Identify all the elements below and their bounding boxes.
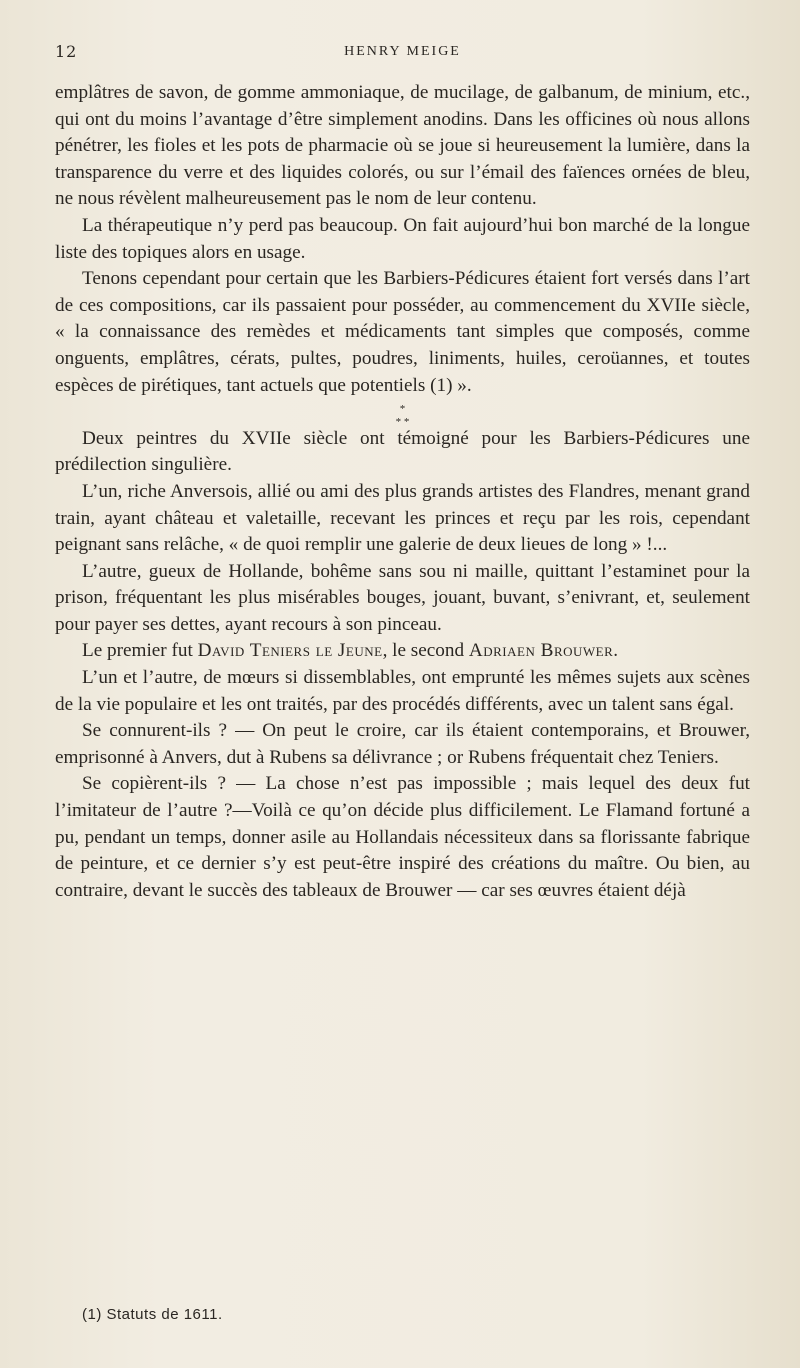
text-run: Le premier fut	[82, 640, 198, 662]
paragraph: La thérapeutique n’y perd pas beaucoup. On fait aujourd’hui bon marché de la longue liste des topiques alors en usage.	[55, 214, 750, 263]
paragraph-premier	[55, 638, 750, 665]
paragraph: L’un, riche Anversois, allié ou ami des plus grands artistes des Flandres, menant grand train, ayant château et valetaille, recevant les princes et reçu par les rois, cependant peignant sans relâche, « de quoi remplir une galerie de deux lieues de long » !...	[55, 480, 750, 556]
paragraph: Deux peintres du XVIIe siècle ont témoigné pour les Barbiers-Pédicures une prédilection singulière.	[55, 427, 750, 476]
page-number: 12	[55, 42, 78, 61]
footnote: (1) Statuts de 1611.	[82, 1306, 223, 1323]
running-head: HENRY MEIGE	[344, 44, 461, 59]
separator-stars: * *	[395, 416, 410, 429]
paragraph: emplâtres de savon, de gomme ammoniaque, de mucilage, de galbanum, de minium, etc., qui ont du moins l’avantage d’être simplement anodins. Dans les officines où nous allons pénétrer, les fioles et les pots de pharmacie où se joue si heureusement la lumière, dans la transparence du verre et des liquides colorés, ou sur l’émail des faïences ornées de bleu, ne nous révèlent malheureusement pas le nom de leur contenu.	[55, 82, 750, 210]
paragraph: L’un et l’autre, de mœurs si dissemblables, ont emprunté les mêmes sujets aux scènes de la vie populaire et les ont traités, par des procédés différents, avec un talent sans égal.	[55, 667, 750, 715]
text-run: , le second	[382, 640, 469, 662]
name-brouwer: Adriaen Brouwer	[468, 640, 614, 662]
section-separator	[55, 399, 750, 429]
separator-star: *	[399, 403, 406, 416]
page-header	[55, 42, 750, 66]
body-text	[55, 80, 750, 904]
paragraph: Se copièrent-ils ? — La chose n’est pas impossible ; mais lequel des deux fut l’imitateur de l’autre ?—Voilà ce qu’on décide plus difficilement. Le Flamand fortuné a pu, pendant un temps, donner asile au Hollandais nécessiteux dans sa florissante fabrique de peinture, et ce dernier s’y est peut-être inspiré des créations du maître. Ou bien, au contraire, devant le succès des tableaux de Brouwer — car ses œuvres étaient déjà	[55, 773, 750, 901]
paragraph: Tenons cependant pour certain que les Barbiers-Pédicures étaient fort versés dans l’art de ces compositions, car ils passaient pour posséder, au commencement du XVIIe siècle, « la connaissance des remèdes et médicaments tant simples que composés, comme onguents, emplâtres, cérats, pultes, poudres, liniments, huiles, ceroüannes, et toutes espèces de pirétiques, tant actuels que potentiels (1) ».	[55, 268, 750, 396]
paragraph: L’autre, gueux de Hollande, bohême sans sou ni maille, quittant l’estaminet pour la prison, fréquentant les plus misérables bouges, jouant, buvant, s’enivrant, et, seulement pour payer ses dettes, ayant recours à son pinceau.	[55, 560, 750, 635]
name-teniers: David Teniers le Jeune	[197, 640, 383, 662]
paragraph: Se connurent-ils ? — On peut le croire, car ils étaient contemporains, et Brouwer, emprisonné à Anvers, dut à Rubens sa délivrance ; or Rubens fréquentait chez Teniers.	[55, 720, 750, 768]
text-run: .	[613, 640, 619, 662]
